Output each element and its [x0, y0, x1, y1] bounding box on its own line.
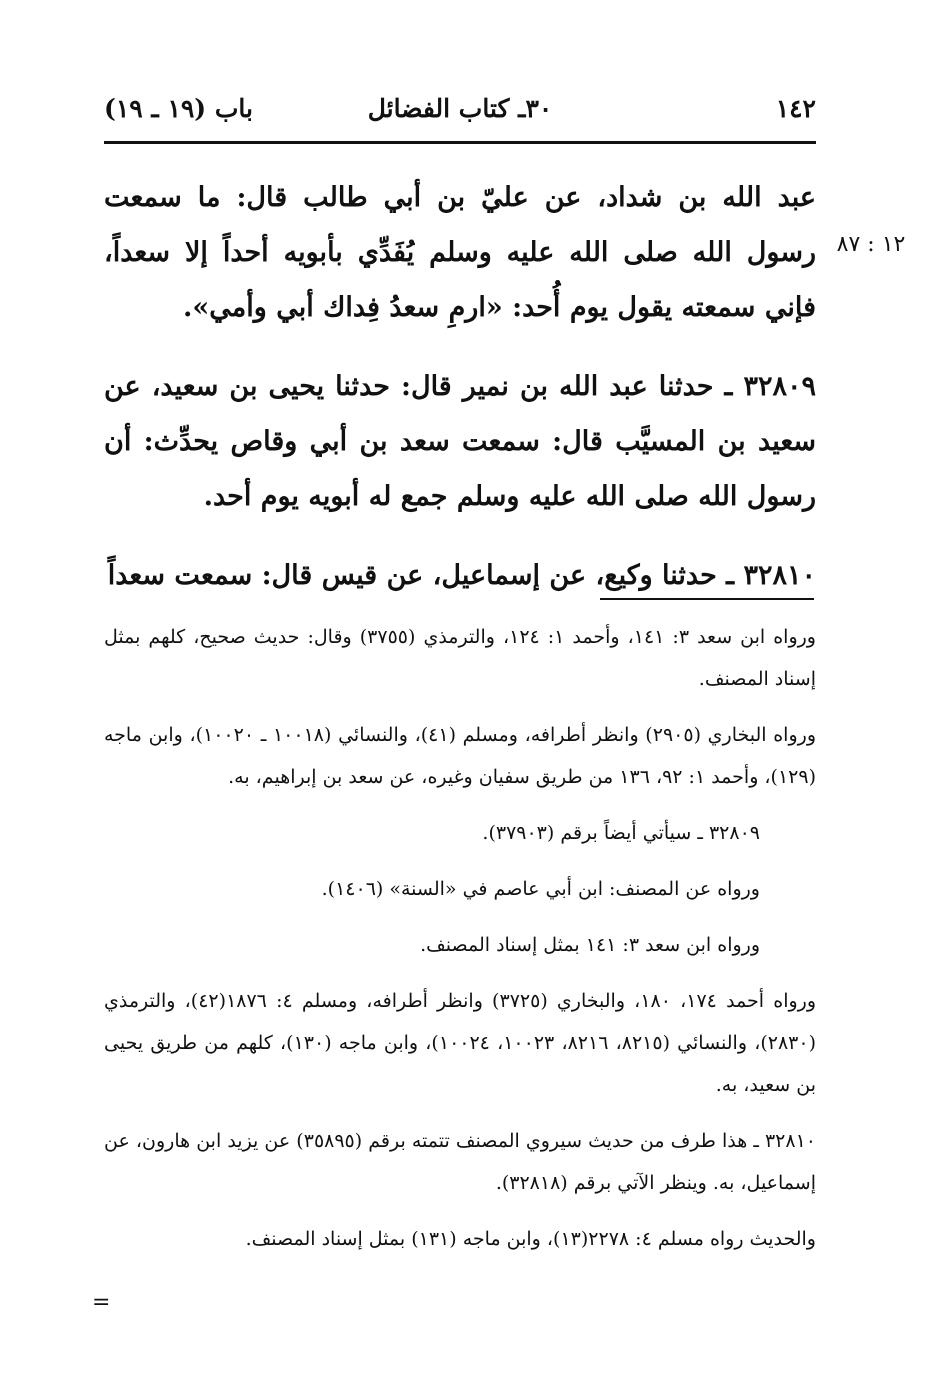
footnote: ورواه البخاري (٢٩٠٥) وانظر أطرافه، ومسلم (٤١)، والنسائي (١٠٠١٨ ـ ١٠٠٢٠)، وابن ماجه (١٢٩)، وأحمد ١: ٩٢، ١٣٦ من طريق سفيان وغيره، عن سعد بن إبراهيم، به. [104, 724, 816, 788]
margin-reference: ١٢ : ٨٧ [836, 232, 906, 257]
book-title: ٣٠ـ كتاب الفضائل [367, 94, 553, 123]
main-text [104, 170, 816, 627]
footnotes [104, 616, 816, 1274]
main-paragraph: ٣٢٨١٠ ـ حدثنا وكيع، عن إسماعيل، عن قيس قال: سمعت سعداً [107, 560, 816, 591]
main-paragraph: عبد الله بن شداد، عن عليّ بن أبي طالب قال: ما سمعت رسول الله صلى الله عليه وسلم يُفَدِّي بأبويه أحداً إلا سعداً، فإني سمعته يقول يوم أُحد: «ارمِ سعدُ فِداك أبي وأمي». [104, 182, 816, 323]
footnote: ورواه ابن سعد ٣: ١٤١، وأحمد ١: ١٢٤، والترمذي (٣٧٥٥) وقال: حديث صحيح، كلهم بمثل إسناد المصنف. [104, 626, 816, 690]
footnote: ورواه ابن سعد ٣: ١٤١ بمثل إسناد المصنف. [420, 934, 760, 956]
page-number: ١٤٢ [775, 94, 816, 123]
footnote: والحديث رواه مسلم ٤: ٢٢٧٨(١٣)، وابن ماجه (١٣١) بمثل إسناد المصنف. [245, 1228, 816, 1250]
main-paragraph: ٣٢٨٠٩ ـ حدثنا عبد الله بن نمير قال: حدثنا يحيى بن سعيد، عن سعيد بن المسيَّب قال: سمعت سعد بن أبي وقاص يحدِّث: أن رسول الله صلى الله عليه وسلم جمع له أبويه يوم أحد. [104, 371, 816, 512]
footnote: ورواه أحمد ١٧٤، ١٨٠، والبخاري (٣٧٢٥) وانظر أطرافه، ومسلم ٤: ١٨٧٦(٤٢)، والترمذي (٢٨٣٠)، والنسائي (٨٢١٥، ٨٢١٦، ١٠٠٢٣، ١٠٠٢٤)، وابن ماجه (١٣٠)، كلهم من طريق يحيى بن سعيد، به. [104, 990, 817, 1096]
continuation-mark: = [92, 1290, 111, 1315]
footnote: ورواه عن المصنف: ابن أبي عاصم في «السنة» (١٤٠٦). [321, 878, 760, 900]
footnote: ٣٢٨٠٩ ـ سيأتي أيضاً برقم (٣٧٩٠٣). [482, 822, 760, 844]
footnote-separator [600, 598, 814, 600]
page-header [104, 88, 816, 134]
header-rule [104, 141, 816, 144]
footnote: ٣٢٨١٠ ـ هذا طرف من حديث سيروي المصنف تتمته برقم (٣٥٨٩٥) عن يزيد ابن هارون، عن إسماعيل، به. وينظر الآتي برقم (٣٢٨١٨). [104, 1130, 816, 1194]
chapter-title: باب (١٩ ـ ١٩) [104, 94, 253, 123]
